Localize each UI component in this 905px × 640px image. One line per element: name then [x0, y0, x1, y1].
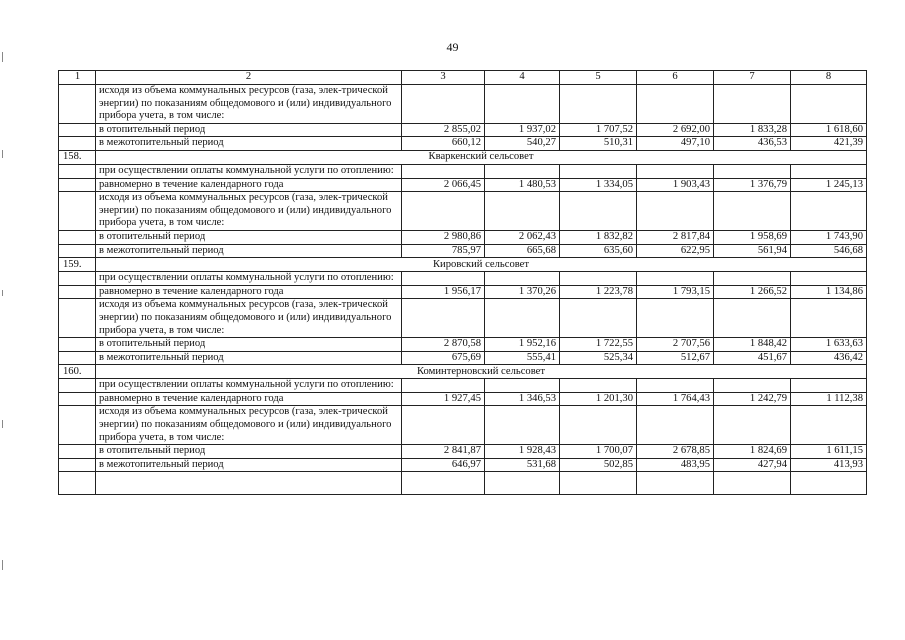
value-cell: 1 223,78 [560, 285, 637, 299]
value-cell: 427,94 [714, 458, 791, 472]
value-cell [637, 192, 714, 231]
section-name: Кировский сельсовет [96, 258, 867, 272]
row-number-cell [59, 445, 96, 459]
table-row [59, 192, 867, 231]
value-cell [485, 299, 560, 338]
row-number-cell [59, 351, 96, 365]
row-number-cell [59, 230, 96, 244]
value-cell: 665,68 [485, 244, 560, 258]
value-cell: 1 927,45 [402, 392, 485, 406]
section-name: Кваркенский сельсовет [96, 150, 867, 164]
value-cell: 785,97 [402, 244, 485, 258]
value-cell: 531,68 [485, 458, 560, 472]
value-cell: 1 633,63 [791, 338, 867, 352]
description-cell: в межотопительный период [96, 137, 402, 151]
description-cell: в межотопительный период [96, 351, 402, 365]
value-cell [402, 379, 485, 393]
value-cell: 635,60 [560, 244, 637, 258]
value-cell [402, 299, 485, 338]
value-cell [791, 299, 867, 338]
table-row [59, 445, 867, 459]
row-number-cell [59, 458, 96, 472]
value-cell: 1 952,16 [485, 338, 560, 352]
header-cell: 6 [637, 71, 714, 85]
value-cell: 1 848,42 [714, 338, 791, 352]
section-header-row [59, 365, 867, 379]
value-cell: 1 112,38 [791, 392, 867, 406]
value-cell: 436,53 [714, 137, 791, 151]
value-cell [637, 406, 714, 445]
value-cell [714, 192, 791, 231]
value-cell [560, 192, 637, 231]
value-cell: 1 824,69 [714, 445, 791, 459]
value-cell [485, 406, 560, 445]
empty-cell [402, 472, 485, 495]
value-cell [637, 272, 714, 286]
header-cell: 8 [791, 71, 867, 85]
value-cell: 512,67 [637, 351, 714, 365]
value-cell: 525,34 [560, 351, 637, 365]
description-cell: в межотопительный период [96, 458, 402, 472]
header-cell: 5 [560, 71, 637, 85]
value-cell: 2 692,00 [637, 123, 714, 137]
row-number-cell [59, 285, 96, 299]
tariff-table [58, 70, 867, 495]
value-cell [402, 164, 485, 178]
value-cell: 510,31 [560, 137, 637, 151]
value-cell [791, 272, 867, 286]
section-number: 158. [59, 150, 96, 164]
description-cell: исходя из объема коммунальных ресурсов (газа, элек-трической энергии) по показаниям общедомового и (или) индивидуального прибора учета, в том числе: [96, 406, 402, 445]
empty-cell [485, 472, 560, 495]
value-cell: 1 334,05 [560, 178, 637, 192]
row-number-cell [59, 272, 96, 286]
header-cell: 1 [59, 71, 96, 85]
value-cell: 2 707,56 [637, 338, 714, 352]
value-cell: 1 722,55 [560, 338, 637, 352]
description-cell: равномерно в течение календарного года [96, 285, 402, 299]
value-cell: 2 062,43 [485, 230, 560, 244]
value-cell: 413,93 [791, 458, 867, 472]
value-cell: 660,12 [402, 137, 485, 151]
table-row [59, 164, 867, 178]
description-cell: равномерно в течение календарного года [96, 392, 402, 406]
value-cell: 540,27 [485, 137, 560, 151]
row-number-cell [59, 244, 96, 258]
table-row [59, 230, 867, 244]
header-cell: 7 [714, 71, 791, 85]
value-cell: 1 832,82 [560, 230, 637, 244]
empty-cell [59, 472, 96, 495]
value-cell [402, 192, 485, 231]
value-cell [485, 379, 560, 393]
value-cell [485, 192, 560, 231]
value-cell: 1 764,43 [637, 392, 714, 406]
value-cell: 1 958,69 [714, 230, 791, 244]
empty-cell [96, 472, 402, 495]
empty-cell [637, 472, 714, 495]
value-cell: 1 700,07 [560, 445, 637, 459]
value-cell [637, 85, 714, 124]
value-cell: 1 134,86 [791, 285, 867, 299]
description-cell: в отопительный период [96, 445, 402, 459]
table-row [59, 85, 867, 124]
value-cell: 1 937,02 [485, 123, 560, 137]
value-cell: 2 066,45 [402, 178, 485, 192]
row-number-cell [59, 137, 96, 151]
value-cell: 1 833,28 [714, 123, 791, 137]
binding-margin-marks [0, 0, 6, 640]
value-cell [791, 164, 867, 178]
value-cell [791, 379, 867, 393]
value-cell: 1 201,30 [560, 392, 637, 406]
value-cell [402, 85, 485, 124]
value-cell [560, 85, 637, 124]
value-cell: 1 480,53 [485, 178, 560, 192]
section-number: 160. [59, 365, 96, 379]
value-cell [714, 164, 791, 178]
table-row [59, 458, 867, 472]
row-number-cell [59, 392, 96, 406]
row-number-cell [59, 299, 96, 338]
table-row-empty [59, 472, 867, 495]
section-number: 159. [59, 258, 96, 272]
header-cell: 2 [96, 71, 402, 85]
table-row [59, 379, 867, 393]
row-number-cell [59, 406, 96, 445]
description-cell: при осуществлении оплаты коммунальной услуги по отоплению: [96, 379, 402, 393]
value-cell: 1 928,43 [485, 445, 560, 459]
value-cell: 2 841,87 [402, 445, 485, 459]
empty-cell [714, 472, 791, 495]
value-cell: 546,68 [791, 244, 867, 258]
table-row [59, 351, 867, 365]
value-cell: 1 245,13 [791, 178, 867, 192]
header-cell: 4 [485, 71, 560, 85]
value-cell: 1 743,90 [791, 230, 867, 244]
table-row [59, 299, 867, 338]
value-cell: 2 678,85 [637, 445, 714, 459]
value-cell: 1 618,60 [791, 123, 867, 137]
value-cell [714, 406, 791, 445]
value-cell [485, 164, 560, 178]
description-cell: в межотопительный период [96, 244, 402, 258]
section-header-row [59, 258, 867, 272]
row-number-cell [59, 178, 96, 192]
value-cell: 2 870,58 [402, 338, 485, 352]
value-cell [791, 85, 867, 124]
value-cell: 1 242,79 [714, 392, 791, 406]
value-cell [485, 272, 560, 286]
description-cell: исходя из объема коммунальных ресурсов (газа, элек-трической энергии) по показаниям общедомового и (или) индивидуального прибора учета, в том числе: [96, 192, 402, 231]
table-row [59, 272, 867, 286]
value-cell: 1 611,15 [791, 445, 867, 459]
description-cell: при осуществлении оплаты коммунальной услуги по отоплению: [96, 272, 402, 286]
value-cell: 1 370,26 [485, 285, 560, 299]
value-cell: 622,95 [637, 244, 714, 258]
description-cell: в отопительный период [96, 123, 402, 137]
table-row [59, 244, 867, 258]
value-cell: 1 376,79 [714, 178, 791, 192]
description-cell: равномерно в течение календарного года [96, 178, 402, 192]
value-cell [791, 406, 867, 445]
row-number-cell [59, 85, 96, 124]
value-cell [560, 299, 637, 338]
row-number-cell [59, 164, 96, 178]
table-row [59, 406, 867, 445]
header-cell: 3 [402, 71, 485, 85]
value-cell: 555,41 [485, 351, 560, 365]
value-cell [714, 85, 791, 124]
value-cell [402, 272, 485, 286]
table-row [59, 137, 867, 151]
value-cell [791, 192, 867, 231]
table-row [59, 285, 867, 299]
value-cell: 421,39 [791, 137, 867, 151]
value-cell [485, 85, 560, 124]
value-cell: 1 903,43 [637, 178, 714, 192]
value-cell [714, 272, 791, 286]
row-number-cell [59, 338, 96, 352]
table-row [59, 338, 867, 352]
value-cell [714, 379, 791, 393]
row-number-cell [59, 123, 96, 137]
value-cell [637, 379, 714, 393]
value-cell: 451,67 [714, 351, 791, 365]
value-cell [402, 406, 485, 445]
row-number-cell [59, 192, 96, 231]
row-number-cell [59, 379, 96, 393]
value-cell: 646,97 [402, 458, 485, 472]
value-cell: 497,10 [637, 137, 714, 151]
value-cell: 1 793,15 [637, 285, 714, 299]
value-cell [637, 164, 714, 178]
value-cell [560, 164, 637, 178]
value-cell: 1 266,52 [714, 285, 791, 299]
page-number: 49 [446, 40, 459, 54]
value-cell: 561,94 [714, 244, 791, 258]
value-cell: 502,85 [560, 458, 637, 472]
value-cell: 1 346,53 [485, 392, 560, 406]
value-cell [560, 272, 637, 286]
value-cell: 483,95 [637, 458, 714, 472]
value-cell [560, 406, 637, 445]
description-cell: исходя из объема коммунальных ресурсов (газа, элек-трической энергии) по показаниям общедомового и (или) индивидуального прибора учета, в том числе: [96, 299, 402, 338]
empty-cell [791, 472, 867, 495]
value-cell: 2 817,84 [637, 230, 714, 244]
empty-cell [560, 472, 637, 495]
table-row [59, 392, 867, 406]
value-cell [714, 299, 791, 338]
value-cell [560, 379, 637, 393]
value-cell: 1 956,17 [402, 285, 485, 299]
description-cell: при осуществлении оплаты коммунальной услуги по отоплению: [96, 164, 402, 178]
header-row [59, 71, 867, 85]
value-cell: 2 980,86 [402, 230, 485, 244]
value-cell: 2 855,02 [402, 123, 485, 137]
table-row [59, 123, 867, 137]
value-cell: 1 707,52 [560, 123, 637, 137]
table-row [59, 178, 867, 192]
description-cell: исходя из объема коммунальных ресурсов (газа, элек-трической энергии) по показаниям общедомового и (или) индивидуального прибора учета, в том числе: [96, 85, 402, 124]
value-cell: 675,69 [402, 351, 485, 365]
value-cell [637, 299, 714, 338]
value-cell: 436,42 [791, 351, 867, 365]
section-name: Коминтерновский сельсовет [96, 365, 867, 379]
description-cell: в отопительный период [96, 230, 402, 244]
description-cell: в отопительный период [96, 338, 402, 352]
section-header-row [59, 150, 867, 164]
